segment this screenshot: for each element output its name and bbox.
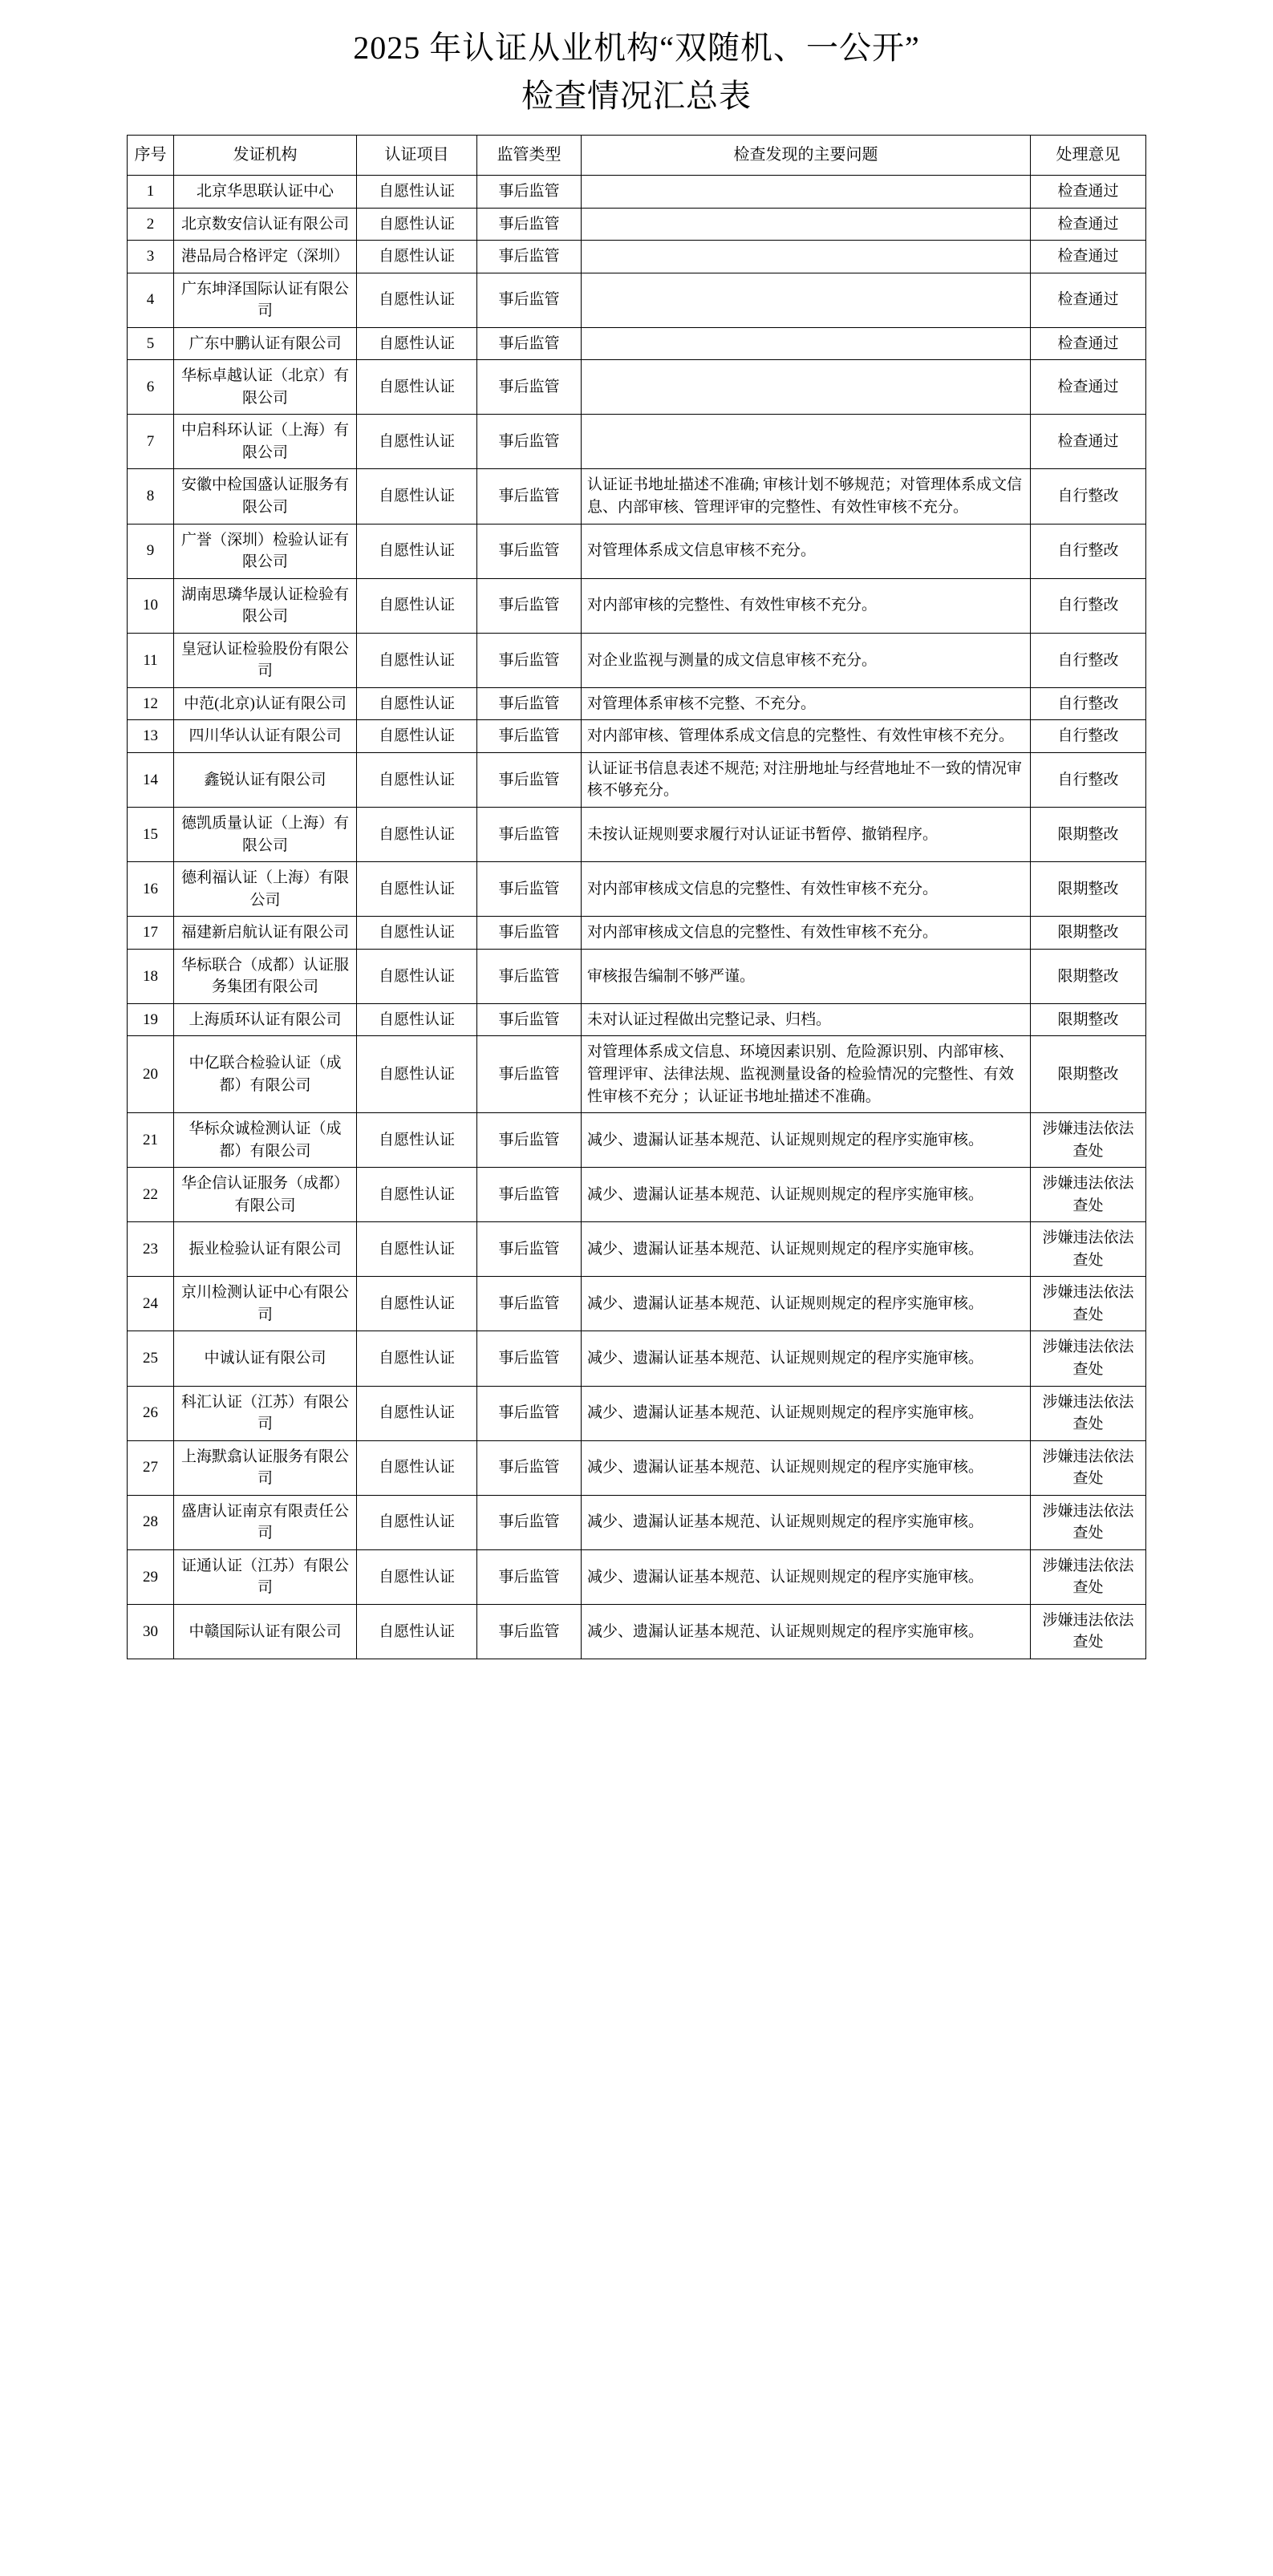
cell-action: 涉嫌违法依法查处 xyxy=(1031,1386,1146,1440)
cell-project: 自愿性认证 xyxy=(357,862,477,917)
table-row xyxy=(128,469,1146,524)
cell-organization: 京川检测认证中心有限公司 xyxy=(174,1277,357,1331)
cell-action: 自行整改 xyxy=(1031,633,1146,687)
cell-problems: 对内部审核成文信息的完整性、有效性审核不充分。 xyxy=(582,917,1031,950)
cell-organization: 华标众诚检测认证（成都）有限公司 xyxy=(174,1113,357,1168)
cell-project: 自愿性认证 xyxy=(357,1168,477,1222)
cell-problems: 对内部审核、管理体系成文信息的完整性、有效性审核不充分。 xyxy=(582,720,1031,753)
cell-supervision: 事后监管 xyxy=(477,687,582,720)
cell-supervision: 事后监管 xyxy=(477,1168,582,1222)
cell-supervision: 事后监管 xyxy=(477,1277,582,1331)
cell-project: 自愿性认证 xyxy=(357,752,477,807)
table-row xyxy=(128,1222,1146,1277)
cell-action: 限期整改 xyxy=(1031,1003,1146,1036)
table-row xyxy=(128,241,1146,273)
cell-action: 涉嫌违法依法查处 xyxy=(1031,1440,1146,1495)
cell-index: 24 xyxy=(128,1277,174,1331)
cell-index: 11 xyxy=(128,633,174,687)
cell-supervision: 事后监管 xyxy=(477,1113,582,1168)
cell-project: 自愿性认证 xyxy=(357,415,477,469)
cell-index: 6 xyxy=(128,360,174,415)
table-row xyxy=(128,752,1146,807)
column-header-index: 序号 xyxy=(128,136,174,176)
cell-problems xyxy=(582,208,1031,241)
cell-organization: 中启科环认证（上海）有限公司 xyxy=(174,415,357,469)
column-header-organization: 发证机构 xyxy=(174,136,357,176)
cell-organization: 湖南思璘华晟认证检验有限公司 xyxy=(174,578,357,633)
cell-supervision: 事后监管 xyxy=(477,1440,582,1495)
cell-problems: 对内部审核成文信息的完整性、有效性审核不充分。 xyxy=(582,862,1031,917)
cell-organization: 中赣国际认证有限公司 xyxy=(174,1604,357,1659)
cell-organization: 德凯质量认证（上海）有限公司 xyxy=(174,808,357,862)
cell-supervision: 事后监管 xyxy=(477,241,582,273)
cell-organization: 广誉（深圳）检验认证有限公司 xyxy=(174,524,357,578)
cell-project: 自愿性认证 xyxy=(357,360,477,415)
cell-problems: 审核报告编制不够严谨。 xyxy=(582,949,1031,1003)
cell-organization: 中范(北京)认证有限公司 xyxy=(174,687,357,720)
cell-problems: 减少、遗漏认证基本规范、认证规则规定的程序实施审核。 xyxy=(582,1386,1031,1440)
cell-organization: 华企信认证服务（成都）有限公司 xyxy=(174,1168,357,1222)
table-row xyxy=(128,1604,1146,1659)
cell-organization: 上海质环认证有限公司 xyxy=(174,1003,357,1036)
cell-organization: 北京华思联认证中心 xyxy=(174,176,357,209)
cell-index: 4 xyxy=(128,273,174,327)
cell-project: 自愿性认证 xyxy=(357,1036,477,1113)
cell-index: 18 xyxy=(128,949,174,1003)
cell-index: 12 xyxy=(128,687,174,720)
cell-action: 检查通过 xyxy=(1031,176,1146,209)
cell-problems: 减少、遗漏认证基本规范、认证规则规定的程序实施审核。 xyxy=(582,1168,1031,1222)
cell-supervision: 事后监管 xyxy=(477,720,582,753)
cell-index: 13 xyxy=(128,720,174,753)
cell-project: 自愿性认证 xyxy=(357,1440,477,1495)
cell-index: 27 xyxy=(128,1440,174,1495)
cell-index: 25 xyxy=(128,1331,174,1386)
cell-action: 限期整改 xyxy=(1031,808,1146,862)
cell-index: 23 xyxy=(128,1222,174,1277)
cell-problems: 减少、遗漏认证基本规范、认证规则规定的程序实施审核。 xyxy=(582,1331,1031,1386)
cell-supervision: 事后监管 xyxy=(477,1604,582,1659)
table-body xyxy=(128,176,1146,1659)
cell-index: 3 xyxy=(128,241,174,273)
table-row xyxy=(128,327,1146,360)
cell-project: 自愿性认证 xyxy=(357,176,477,209)
cell-supervision: 事后监管 xyxy=(477,360,582,415)
cell-supervision: 事后监管 xyxy=(477,1495,582,1549)
cell-index: 21 xyxy=(128,1113,174,1168)
table-row xyxy=(128,720,1146,753)
cell-problems xyxy=(582,360,1031,415)
page-title xyxy=(80,24,1193,120)
cell-index: 16 xyxy=(128,862,174,917)
cell-project: 自愿性认证 xyxy=(357,1222,477,1277)
cell-project: 自愿性认证 xyxy=(357,524,477,578)
cell-project: 自愿性认证 xyxy=(357,578,477,633)
table-header-row xyxy=(128,136,1146,176)
cell-action: 限期整改 xyxy=(1031,1036,1146,1113)
cell-action: 涉嫌违法依法查处 xyxy=(1031,1604,1146,1659)
cell-organization: 中诚认证有限公司 xyxy=(174,1331,357,1386)
cell-project: 自愿性认证 xyxy=(357,1386,477,1440)
cell-project: 自愿性认证 xyxy=(357,1003,477,1036)
cell-supervision: 事后监管 xyxy=(477,949,582,1003)
cell-index: 1 xyxy=(128,176,174,209)
cell-index: 17 xyxy=(128,917,174,950)
table-row xyxy=(128,917,1146,950)
table-row xyxy=(128,949,1146,1003)
table-row xyxy=(128,1440,1146,1495)
cell-index: 22 xyxy=(128,1168,174,1222)
cell-organization: 广东坤泽国际认证有限公司 xyxy=(174,273,357,327)
cell-supervision: 事后监管 xyxy=(477,469,582,524)
cell-action: 自行整改 xyxy=(1031,469,1146,524)
cell-index: 26 xyxy=(128,1386,174,1440)
cell-supervision: 事后监管 xyxy=(477,327,582,360)
cell-project: 自愿性认证 xyxy=(357,687,477,720)
cell-supervision: 事后监管 xyxy=(477,1003,582,1036)
cell-project: 自愿性认证 xyxy=(357,917,477,950)
table-row xyxy=(128,1036,1146,1113)
cell-problems: 对内部审核的完整性、有效性审核不充分。 xyxy=(582,578,1031,633)
cell-action: 限期整改 xyxy=(1031,949,1146,1003)
cell-project: 自愿性认证 xyxy=(357,1331,477,1386)
cell-supervision: 事后监管 xyxy=(477,1549,582,1604)
cell-supervision: 事后监管 xyxy=(477,917,582,950)
cell-problems: 对管理体系审核不完整、不充分。 xyxy=(582,687,1031,720)
cell-index: 29 xyxy=(128,1549,174,1604)
cell-project: 自愿性认证 xyxy=(357,633,477,687)
cell-action: 涉嫌违法依法查处 xyxy=(1031,1113,1146,1168)
table-row xyxy=(128,862,1146,917)
table-row xyxy=(128,1549,1146,1604)
cell-index: 2 xyxy=(128,208,174,241)
cell-index: 15 xyxy=(128,808,174,862)
cell-project: 自愿性认证 xyxy=(357,1277,477,1331)
table-header xyxy=(128,136,1146,176)
column-header-supervision: 监管类型 xyxy=(477,136,582,176)
cell-problems: 减少、遗漏认证基本规范、认证规则规定的程序实施审核。 xyxy=(582,1113,1031,1168)
table-row xyxy=(128,1113,1146,1168)
cell-action: 限期整改 xyxy=(1031,862,1146,917)
cell-action: 涉嫌违法依法查处 xyxy=(1031,1168,1146,1222)
page-title-line-2: 检查情况汇总表 xyxy=(521,78,752,114)
table-row xyxy=(128,524,1146,578)
cell-action: 限期整改 xyxy=(1031,917,1146,950)
cell-supervision: 事后监管 xyxy=(477,578,582,633)
cell-organization: 德利福认证（上海）有限公司 xyxy=(174,862,357,917)
cell-action: 涉嫌违法依法查处 xyxy=(1031,1222,1146,1277)
table-row xyxy=(128,360,1146,415)
cell-problems: 认证证书地址描述不准确; 审核计划不够规范；对管理体系成文信息、内部审核、管理评审的完整性、有效性审核不充分。 xyxy=(582,469,1031,524)
cell-index: 19 xyxy=(128,1003,174,1036)
table-row xyxy=(128,1277,1146,1331)
cell-supervision: 事后监管 xyxy=(477,862,582,917)
cell-action: 检查通过 xyxy=(1031,327,1146,360)
cell-index: 20 xyxy=(128,1036,174,1113)
cell-index: 14 xyxy=(128,752,174,807)
cell-supervision: 事后监管 xyxy=(477,1386,582,1440)
cell-problems: 减少、遗漏认证基本规范、认证规则规定的程序实施审核。 xyxy=(582,1604,1031,1659)
cell-project: 自愿性认证 xyxy=(357,949,477,1003)
cell-problems: 对管理体系成文信息、环境因素识别、危险源识别、内部审核、管理评审、法律法规、监视测量设备的检验情况的完整性、有效性审核不充分 ；认证证书地址描述不准确。 xyxy=(582,1036,1031,1113)
cell-action: 涉嫌违法依法查处 xyxy=(1031,1549,1146,1604)
cell-supervision: 事后监管 xyxy=(477,633,582,687)
cell-problems: 对企业监视与测量的成文信息审核不充分。 xyxy=(582,633,1031,687)
cell-organization: 鑫锐认证有限公司 xyxy=(174,752,357,807)
page-title-line-1: 2025 年认证从业机构“双随机、一公开” xyxy=(353,30,920,66)
cell-action: 检查通过 xyxy=(1031,273,1146,327)
cell-problems: 减少、遗漏认证基本规范、认证规则规定的程序实施审核。 xyxy=(582,1549,1031,1604)
cell-index: 7 xyxy=(128,415,174,469)
cell-supervision: 事后监管 xyxy=(477,808,582,862)
cell-organization: 科汇认证（江苏）有限公司 xyxy=(174,1386,357,1440)
cell-problems xyxy=(582,327,1031,360)
cell-organization: 广东中鹏认证有限公司 xyxy=(174,327,357,360)
column-header-action: 处理意见 xyxy=(1031,136,1146,176)
cell-problems: 认证证书信息表述不规范; 对注册地址与经营地址不一致的情况审核不够充分。 xyxy=(582,752,1031,807)
cell-index: 28 xyxy=(128,1495,174,1549)
cell-index: 5 xyxy=(128,327,174,360)
cell-project: 自愿性认证 xyxy=(357,327,477,360)
cell-action: 检查通过 xyxy=(1031,360,1146,415)
cell-action: 自行整改 xyxy=(1031,578,1146,633)
cell-organization: 皇冠认证检验股份有限公司 xyxy=(174,633,357,687)
cell-index: 10 xyxy=(128,578,174,633)
table-row xyxy=(128,1003,1146,1036)
cell-supervision: 事后监管 xyxy=(477,273,582,327)
cell-organization: 华标卓越认证（北京）有限公司 xyxy=(174,360,357,415)
cell-problems xyxy=(582,176,1031,209)
cell-action: 检查通过 xyxy=(1031,415,1146,469)
inspection-summary-table xyxy=(127,135,1146,1659)
cell-supervision: 事后监管 xyxy=(477,415,582,469)
table-row xyxy=(128,808,1146,862)
cell-problems xyxy=(582,273,1031,327)
cell-problems: 对管理体系成文信息审核不充分。 xyxy=(582,524,1031,578)
cell-organization: 中亿联合检验认证（成都）有限公司 xyxy=(174,1036,357,1113)
cell-supervision: 事后监管 xyxy=(477,176,582,209)
cell-supervision: 事后监管 xyxy=(477,524,582,578)
cell-project: 自愿性认证 xyxy=(357,1495,477,1549)
cell-project: 自愿性认证 xyxy=(357,1113,477,1168)
column-header-project: 认证项目 xyxy=(357,136,477,176)
cell-supervision: 事后监管 xyxy=(477,208,582,241)
cell-problems xyxy=(582,241,1031,273)
cell-project: 自愿性认证 xyxy=(357,241,477,273)
cell-action: 涉嫌违法依法查处 xyxy=(1031,1277,1146,1331)
cell-supervision: 事后监管 xyxy=(477,752,582,807)
cell-index: 30 xyxy=(128,1604,174,1659)
cell-problems: 减少、遗漏认证基本规范、认证规则规定的程序实施审核。 xyxy=(582,1222,1031,1277)
cell-project: 自愿性认证 xyxy=(357,208,477,241)
cell-project: 自愿性认证 xyxy=(357,808,477,862)
cell-action: 自行整改 xyxy=(1031,524,1146,578)
cell-action: 检查通过 xyxy=(1031,241,1146,273)
cell-organization: 盛唐认证南京有限责任公司 xyxy=(174,1495,357,1549)
cell-problems: 减少、遗漏认证基本规范、认证规则规定的程序实施审核。 xyxy=(582,1495,1031,1549)
cell-organization: 安徽中检国盛认证服务有限公司 xyxy=(174,469,357,524)
cell-action: 自行整改 xyxy=(1031,687,1146,720)
table-row xyxy=(128,1168,1146,1222)
table-row xyxy=(128,687,1146,720)
cell-action: 自行整改 xyxy=(1031,720,1146,753)
cell-index: 9 xyxy=(128,524,174,578)
table-row xyxy=(128,208,1146,241)
cell-action: 自行整改 xyxy=(1031,752,1146,807)
cell-organization: 华标联合（成都）认证服务集团有限公司 xyxy=(174,949,357,1003)
cell-organization: 港品局合格评定（深圳） xyxy=(174,241,357,273)
cell-project: 自愿性认证 xyxy=(357,273,477,327)
cell-action: 检查通过 xyxy=(1031,208,1146,241)
cell-problems: 未对认证过程做出完整记录、归档。 xyxy=(582,1003,1031,1036)
cell-project: 自愿性认证 xyxy=(357,469,477,524)
cell-organization: 证通认证（江苏）有限公司 xyxy=(174,1549,357,1604)
cell-supervision: 事后监管 xyxy=(477,1331,582,1386)
table-row xyxy=(128,633,1146,687)
cell-project: 自愿性认证 xyxy=(357,720,477,753)
cell-project: 自愿性认证 xyxy=(357,1549,477,1604)
cell-organization: 振业检验认证有限公司 xyxy=(174,1222,357,1277)
cell-problems: 减少、遗漏认证基本规范、认证规则规定的程序实施审核。 xyxy=(582,1440,1031,1495)
table-row xyxy=(128,1386,1146,1440)
cell-problems: 未按认证规则要求履行对认证证书暂停、撤销程序。 xyxy=(582,808,1031,862)
cell-project: 自愿性认证 xyxy=(357,1604,477,1659)
cell-action: 涉嫌违法依法查处 xyxy=(1031,1495,1146,1549)
cell-problems xyxy=(582,415,1031,469)
table-row xyxy=(128,273,1146,327)
cell-problems: 减少、遗漏认证基本规范、认证规则规定的程序实施审核。 xyxy=(582,1277,1031,1331)
cell-organization: 北京数安信认证有限公司 xyxy=(174,208,357,241)
table-row xyxy=(128,1331,1146,1386)
cell-organization: 四川华认认证有限公司 xyxy=(174,720,357,753)
cell-action: 涉嫌违法依法查处 xyxy=(1031,1331,1146,1386)
column-header-problems: 检查发现的主要问题 xyxy=(582,136,1031,176)
table-row xyxy=(128,415,1146,469)
table-row xyxy=(128,1495,1146,1549)
cell-index: 8 xyxy=(128,469,174,524)
cell-organization: 福建新启航认证有限公司 xyxy=(174,917,357,950)
cell-supervision: 事后监管 xyxy=(477,1036,582,1113)
table-row xyxy=(128,578,1146,633)
cell-supervision: 事后监管 xyxy=(477,1222,582,1277)
table-row xyxy=(128,176,1146,209)
cell-organization: 上海默翕认证服务有限公司 xyxy=(174,1440,357,1495)
